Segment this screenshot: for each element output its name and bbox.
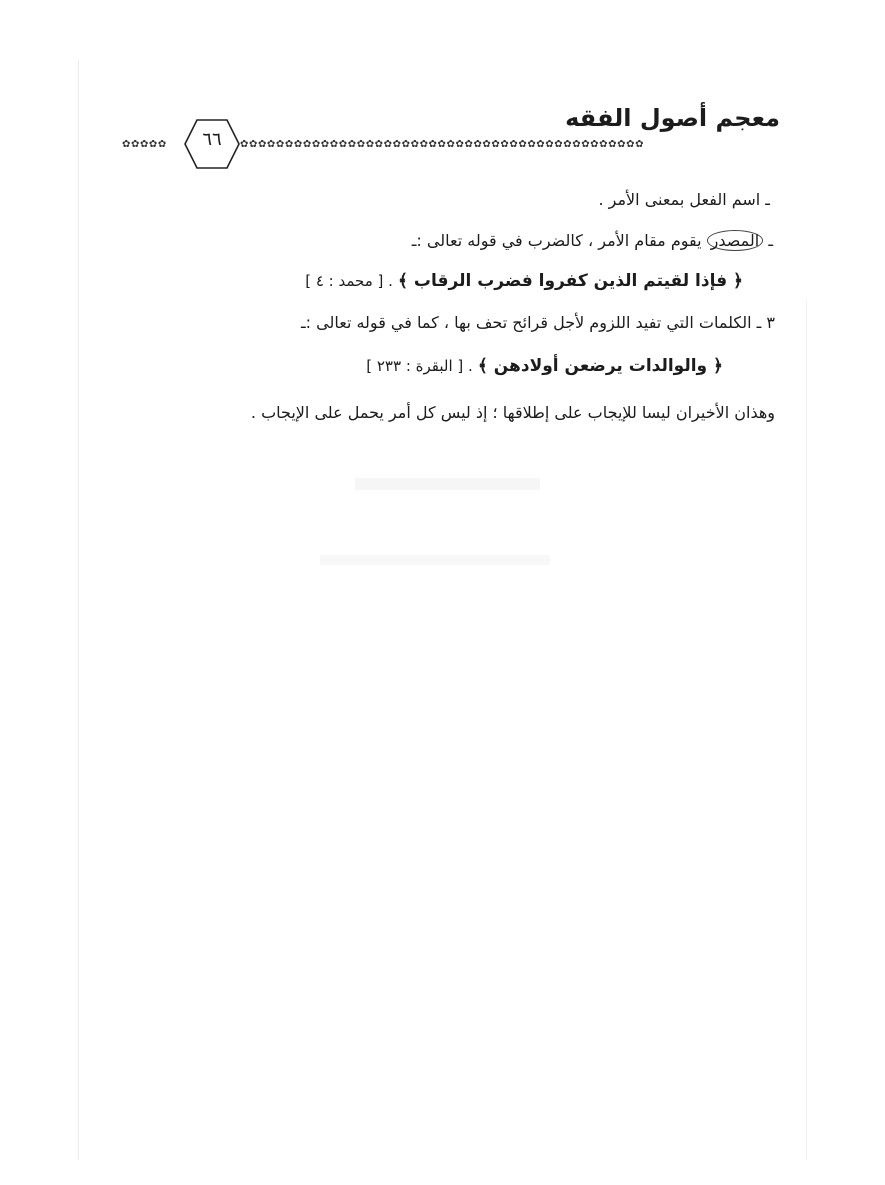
bleed-through-smudge <box>320 555 550 565</box>
ornament-border-right: ✿✿✿✿✿✿✿✿✿✿✿✿✿✿✿✿✿✿✿✿✿✿✿✿✿✿✿✿✿✿✿✿✿✿✿✿✿✿✿✿✿✿✿✿✿ <box>240 139 645 150</box>
text-line-4: ٣ ـ الكلمات التي تفيد اللزوم لأجل قرائح تحف بها ، كما في قوله تعالى :ـ <box>300 313 775 332</box>
bleed-through-smudge <box>355 478 540 490</box>
verse-reference-1: . [ محمد : ٤ ] <box>305 272 393 290</box>
text-line-6: وهذان الأخيران ليسا للإيجاب على إطلاقها ؛ إذ ليس كل أمر يحمل على الإيجاب . <box>250 403 775 422</box>
scan-edge-right <box>806 300 807 1160</box>
verse-text-2: ﴿ والوالدات يرضعن أولادهن ﴾ <box>477 356 723 376</box>
verse-text-1: ﴿ فإذا لقيتم الذين كفروا فضرب الرقاب ﴾ <box>398 271 743 291</box>
verse-reference-2: . [ البقرة : ٢٣٣ ] <box>366 357 473 375</box>
quran-verse-1 <box>305 270 743 291</box>
text-line-2 <box>412 230 773 251</box>
text-line-1: ـ اسم الفعل بمعنى الأمر . <box>598 190 770 209</box>
page-header-title: معجم أصول الفقه <box>565 104 780 132</box>
page-number: ٦٦ <box>202 129 222 150</box>
line2-prefix: ـ <box>768 231 773 250</box>
ornament-border-left: ✿✿✿✿✿ <box>122 139 167 150</box>
circled-word: المصدر <box>707 230 764 251</box>
scan-edge-left <box>78 60 79 1160</box>
quran-verse-2 <box>366 355 723 376</box>
line2-rest: يقوم مقام الأمر ، كالضرب في قوله تعالى :ـ <box>411 231 702 250</box>
